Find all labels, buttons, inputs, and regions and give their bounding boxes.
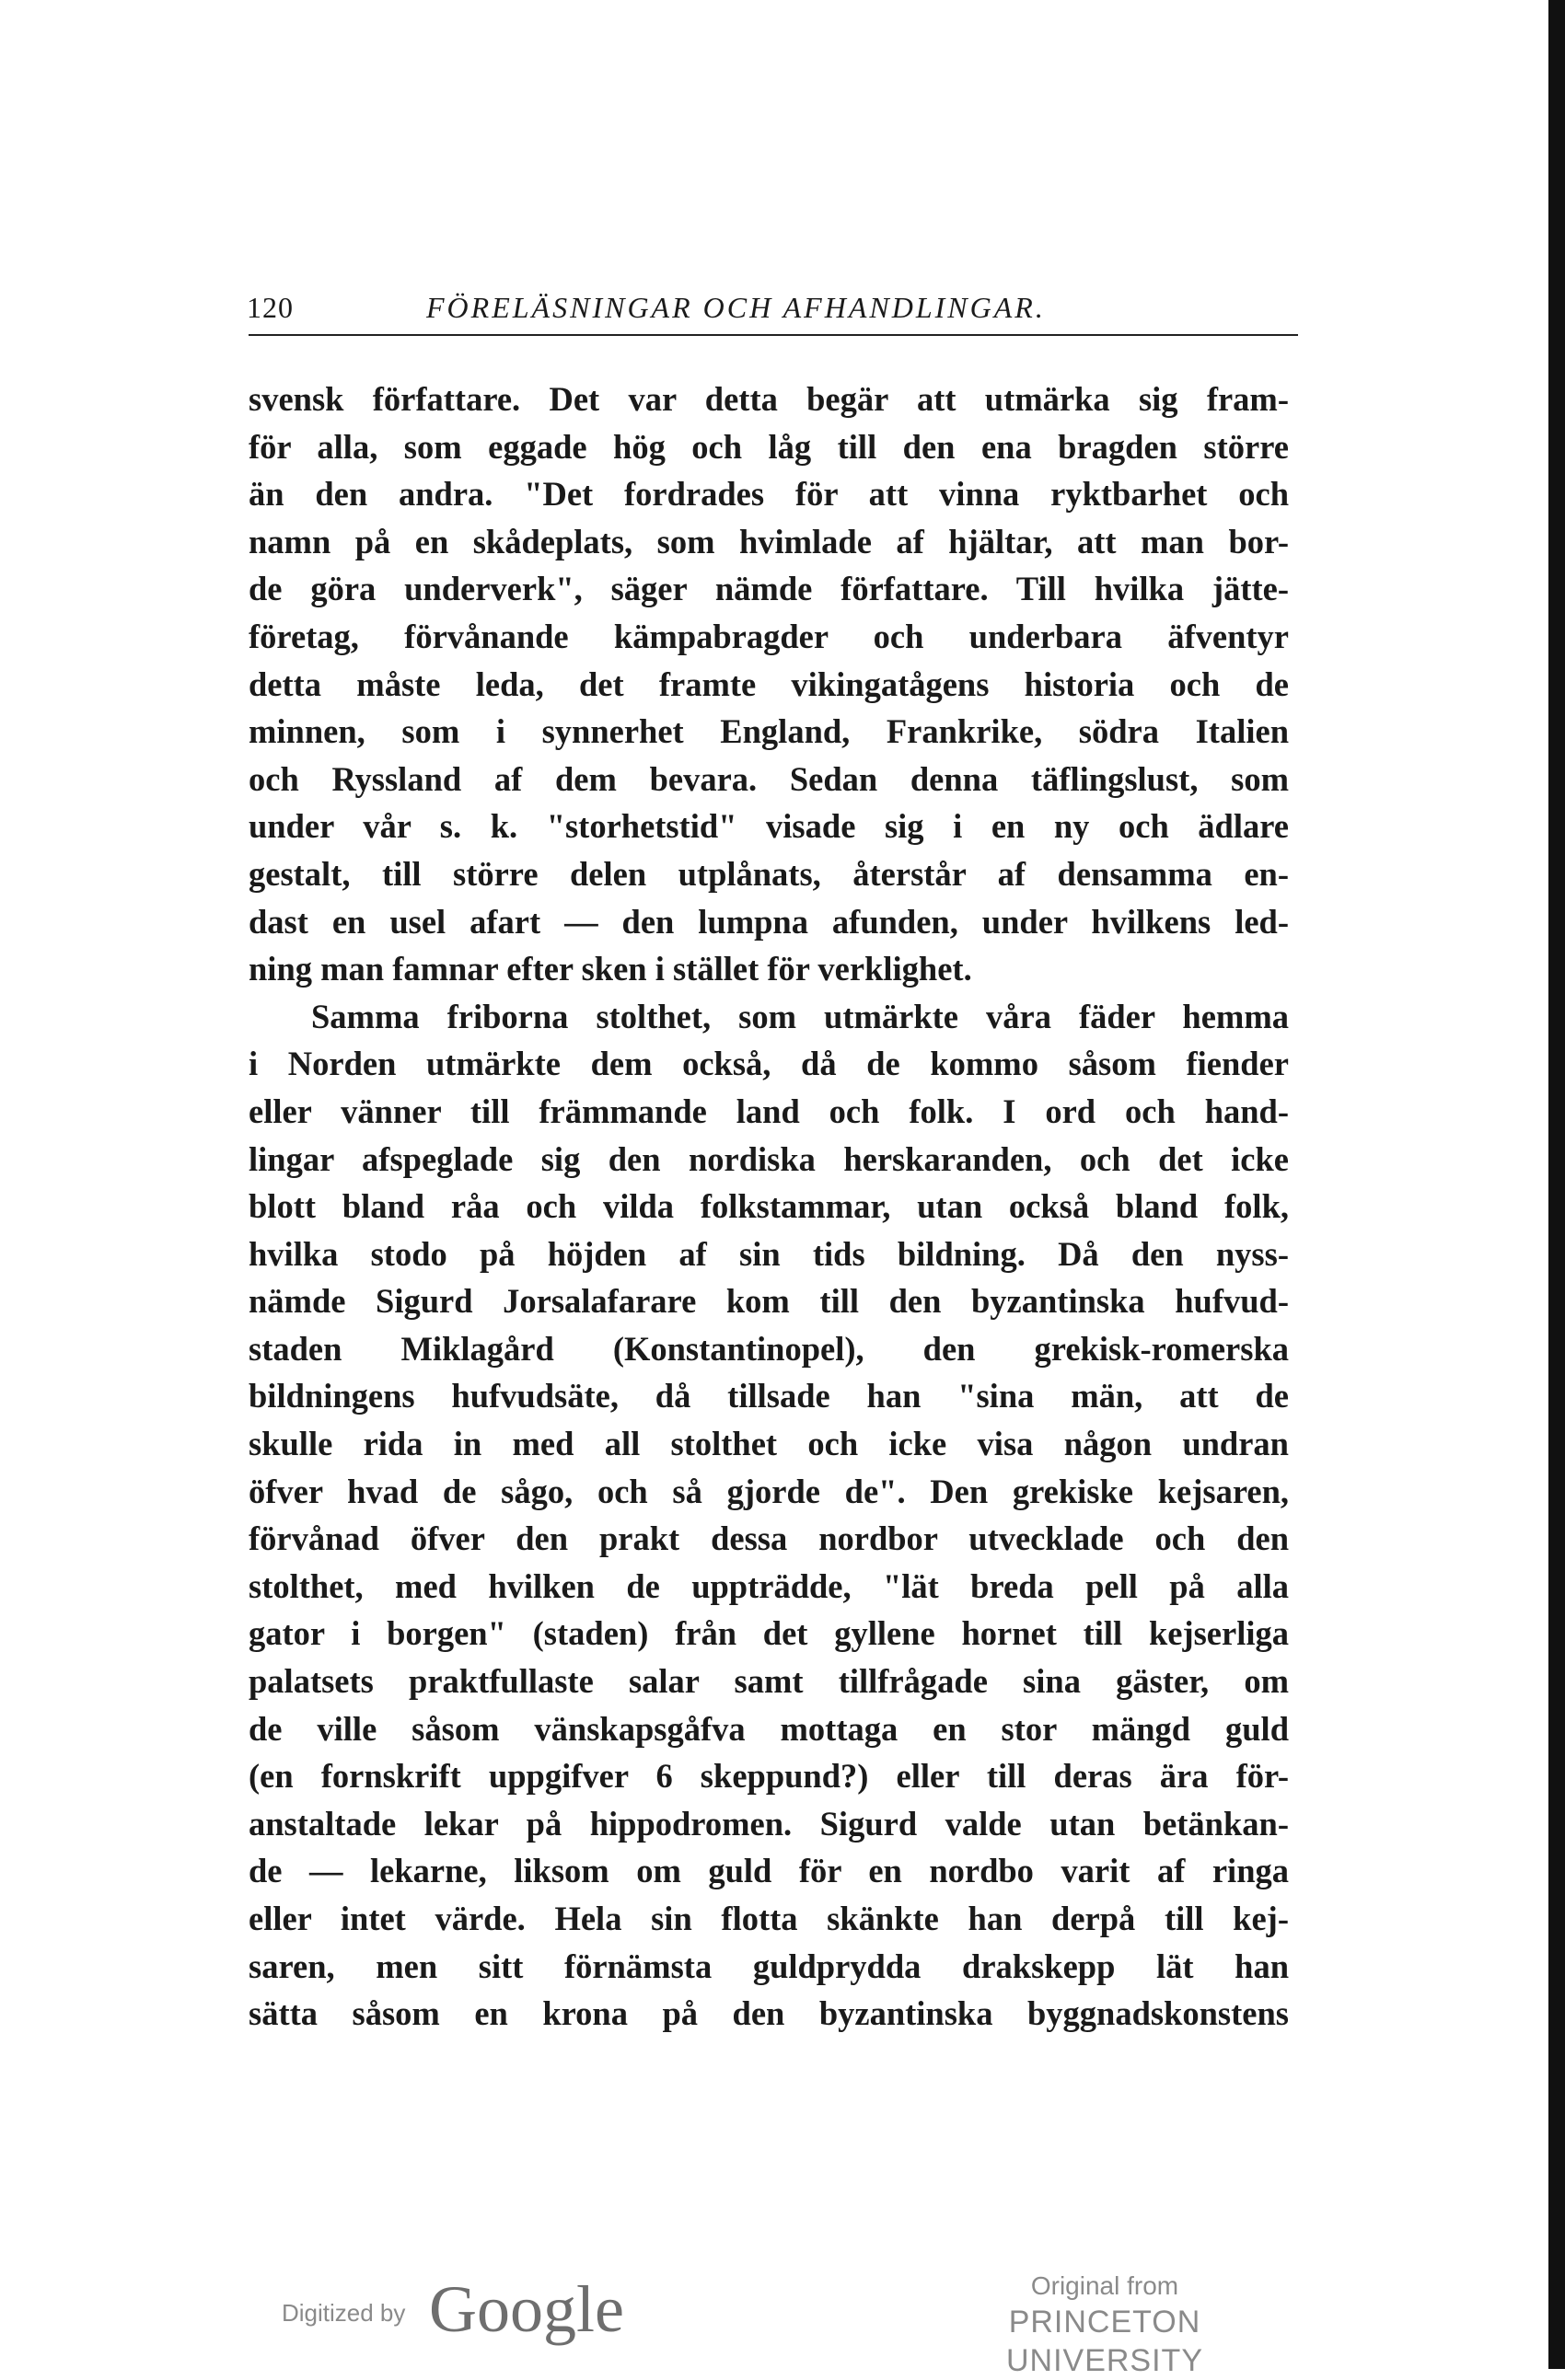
text-line: de göra underverk", säger nämde författare. Till hvilka jätte- [249, 570, 1289, 608]
original-from-label: Original from [1030, 2271, 1179, 2300]
text-line: för alla, som eggade hög och låg till den ena bragden större [249, 427, 1289, 466]
text-line: förvånad öfver den prakt dessa nordbor utvecklade och den [249, 1519, 1289, 1558]
text-line: anstaltade lekar på hippodromen. Sigurd valde utan betänkan- [249, 1804, 1289, 1843]
text-line: saren, men sitt förnämsta guldprydda drakskepp lät han [249, 1947, 1289, 1985]
text-line: minnen, som i synnerhet England, Frankrike, södra Italien [249, 712, 1289, 751]
body-text [249, 375, 1289, 2038]
text-line: blott bland råa och vilda folkstammar, utan också bland folk, [249, 1187, 1289, 1226]
text-line: palatsets praktfullaste salar samt tillfrågade sina gäster, om [249, 1662, 1289, 1701]
text-line: ning man famnar efter sken i stället för verklighet. [249, 950, 972, 988]
institution-name: PRINCETON UNIVERSITY [1005, 2305, 1204, 2378]
paragraph-start-line: Samma friborna stolthet, som utmärkte våra fäder hemma [311, 997, 1289, 1035]
text-line: stolthet, med hvilken de uppträdde, "lät breda pell på alla [249, 1566, 1289, 1605]
text-line: eller vänner till främmande land och folk. I ord och hand- [249, 1092, 1289, 1130]
running-title: FÖRELÄSNINGAR OCH AFHANDLINGAR. [426, 291, 1046, 324]
page-header [247, 291, 1298, 328]
text-line: gator i borgen" (staden) från det gyllene hornet till kejserliga [249, 1614, 1289, 1653]
text-line: i Norden utmärkte dem också, då de kommo såsom fiender [249, 1045, 1289, 1083]
text-line: dast en usel afart — den lumpna afunden, under hvilkens led- [249, 902, 1289, 941]
text-line: än den andra. "Det fordrades för att vinna ryktbarhet och [249, 475, 1289, 514]
text-line: och Ryssland af dem bevara. Sedan denna täflingslust, som [249, 759, 1289, 798]
text-line: namn på en skådeplats, som hvimlade af hjältar, att man bor- [249, 522, 1289, 560]
text-line: svensk författare. Det var detta begär att utmärka sig fram- [249, 380, 1289, 418]
text-line: eller intet värde. Hela sin flotta skänkte han derpå till kej- [249, 1900, 1289, 1937]
text-line: gestalt, till större delen utplånats, återstår af densamma en- [249, 854, 1289, 893]
text-line: lingar afspeglade sig den nordiska herskaranden, och det icke [249, 1139, 1289, 1178]
text-line: detta måste leda, det framte vikingatågens historia och de [249, 664, 1289, 703]
text-line: bildningens hufvudsäte, då tillsade han "sina män, att de [249, 1377, 1289, 1415]
text-line: företag, förvånande kämpabragder och underbara äfventyr [249, 617, 1289, 655]
text-line: nämde Sigurd Jorsalafarare kom till den byzantinska hufvud- [249, 1282, 1289, 1321]
text-line: de — lekarne, liksom om guld för en nordbo varit af ringa [249, 1852, 1289, 1890]
text-line: staden Miklagård (Konstantinopel), den grekisk-romerska [249, 1329, 1289, 1368]
text-line: de ville såsom vänskapsgåfva mottaga en stor mängd guld [249, 1709, 1289, 1748]
digitized-by-label: Digitized by [282, 2299, 406, 2327]
google-logo: Google [429, 2272, 624, 2346]
text-line: (en fornskrift uppgifver 6 skeppund?) eller till deras ära för- [249, 1757, 1289, 1796]
text-line: hvilka stodo på höjden af sin tids bildning. Då den nyss- [249, 1234, 1289, 1273]
text-line: under vår s. k. "storhetstid" visade sig i en ny och ädlare [249, 807, 1289, 846]
page-number: 120 [247, 291, 294, 324]
source-credit [911, 2270, 1298, 2380]
text-line: skulle rida in med all stolthet och icke visa någon undran [249, 1425, 1289, 1463]
page-edge-shadow [1548, 0, 1565, 2369]
header-rule [249, 334, 1298, 336]
text-line: sätta såsom en krona på den byzantinska byggnadskonstens [249, 1994, 1289, 2033]
text-line: öfver hvad de sågo, och så gjorde de". Den grekiske kejsaren, [249, 1472, 1289, 1510]
